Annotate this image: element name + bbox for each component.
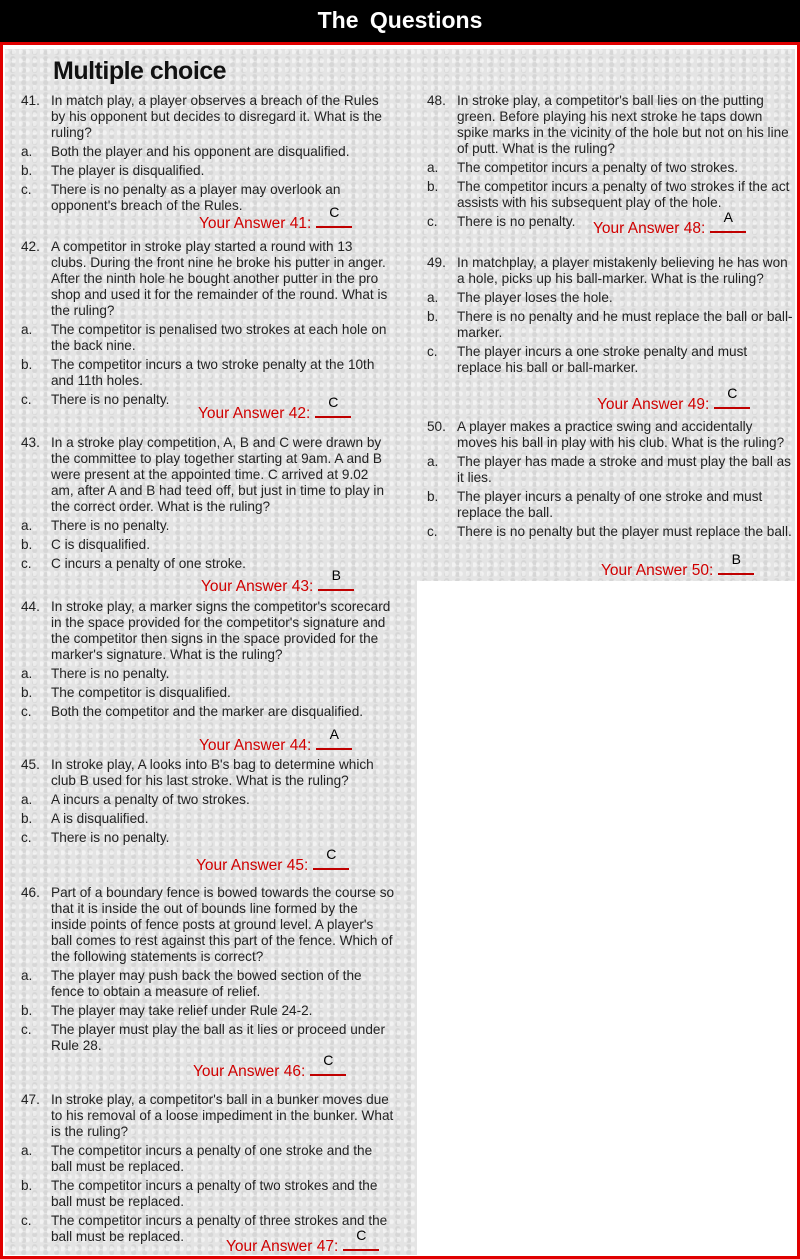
- question-text: A competitor in stroke play started a round with 13 clubs. During the front nine he broke his putter in anger. After the ninth hole he bought another putter in the pro shop and used it for the remainder of the round. What is the ruling?: [51, 239, 388, 318]
- option-letter: c.: [21, 392, 32, 407]
- question-number: 43.: [21, 435, 40, 450]
- option-text: There is no penalty.: [51, 392, 170, 407]
- answer-label: Your Answer 42:: [198, 405, 311, 422]
- option-letter: b.: [21, 537, 33, 552]
- option-letter: a.: [21, 792, 33, 807]
- answer-field[interactable]: [315, 394, 351, 418]
- answer-47: [226, 1227, 379, 1256]
- answer-value: B: [331, 567, 341, 583]
- question-50: [427, 419, 793, 540]
- option-letter: c.: [21, 182, 32, 197]
- option-text: The player loses the hole.: [457, 290, 613, 305]
- option-text: A incurs a penalty of two strokes.: [51, 792, 250, 807]
- answer-field[interactable]: [343, 1227, 379, 1251]
- question-text: In stroke play, a competitor's ball lies on the putting green. Before playing his next stroke he taps down spike marks in the vicinity of the hole but not on his line of putt. What is the ruling?: [457, 93, 789, 156]
- option-letter: c.: [427, 214, 438, 229]
- answer-value: C: [727, 385, 738, 401]
- questions-frame: [0, 42, 800, 1259]
- question-text: In stroke play, A looks into B's bag to determine which club B used for his last stroke. What is the ruling?: [51, 757, 374, 788]
- answer-field[interactable]: [714, 385, 750, 409]
- answer-46: [193, 1052, 346, 1081]
- option-text: There is no penalty and he must replace the ball or ball-marker.: [457, 309, 793, 340]
- answer-field[interactable]: [718, 551, 754, 575]
- answer-value: A: [723, 209, 733, 225]
- option-letter: a.: [427, 290, 439, 305]
- answer-field[interactable]: [316, 726, 352, 750]
- option-text: C incurs a penalty of one stroke.: [51, 556, 246, 571]
- answer-value: C: [323, 1052, 334, 1068]
- answer-field[interactable]: [313, 846, 349, 870]
- question-number: 46.: [21, 885, 40, 900]
- option-letter: b.: [21, 811, 33, 826]
- option-text: A is disqualified.: [51, 811, 149, 826]
- option-letter: c.: [21, 556, 32, 571]
- answer-43: [201, 567, 354, 596]
- option-text: There is no penalty as a player may overlook an opponent's breach of the Rules.: [51, 182, 341, 213]
- question-number: 45.: [21, 757, 40, 772]
- option-letter: c.: [427, 524, 438, 539]
- option-text: The competitor incurs a penalty of two strokes if the act assists with his subsequent play of the hole.: [457, 179, 790, 210]
- page-title: The Questions: [317, 7, 483, 33]
- option-text: The player has made a stroke and must play the ball as it lies.: [457, 454, 791, 485]
- answer-value: A: [329, 726, 339, 742]
- option-letter: c.: [21, 704, 32, 719]
- option-letter: a.: [21, 968, 33, 983]
- answer-48: [593, 209, 746, 238]
- option-letter: b.: [427, 179, 439, 194]
- question-43: [21, 435, 391, 572]
- question-number: 44.: [21, 599, 40, 614]
- option-text: The competitor incurs a two stroke penalty at the 10th and 11th holes.: [51, 357, 375, 388]
- answer-value: B: [731, 551, 741, 567]
- answer-label: Your Answer 47:: [226, 1238, 339, 1255]
- question-number: 42.: [21, 239, 40, 254]
- answer-field[interactable]: [310, 1052, 346, 1076]
- option-letter: b.: [427, 489, 439, 504]
- answer-label: Your Answer 48:: [593, 220, 706, 237]
- answer-field[interactable]: [710, 209, 746, 233]
- answer-50: [601, 551, 754, 580]
- option-text: The competitor is penalised two strokes at each hole on the back nine.: [51, 322, 387, 353]
- answer-field[interactable]: [318, 567, 354, 591]
- option-letter: a.: [21, 322, 33, 337]
- question-text: A player makes a practice swing and accidentally moves his ball in play with his club. What is the ruling?: [457, 419, 785, 450]
- option-letter: b.: [21, 1178, 33, 1193]
- question-number: 48.: [427, 93, 446, 108]
- answer-label: Your Answer 43:: [201, 578, 314, 595]
- answer-44: [199, 726, 352, 755]
- option-text: The competitor is disqualified.: [51, 685, 231, 700]
- question-text: In matchplay, a player mistakenly believing he has won a hole, picks up his ball-marker. What is the ruling?: [457, 255, 788, 286]
- option-letter: a.: [21, 666, 33, 681]
- answer-label: Your Answer 49:: [597, 396, 710, 413]
- option-text: The player is disqualified.: [51, 163, 205, 178]
- option-text: The player may take relief under Rule 24-2.: [51, 1003, 313, 1018]
- answer-label: Your Answer 41:: [199, 215, 312, 232]
- section-title: Multiple choice: [53, 57, 227, 85]
- question-text: Part of a boundary fence is bowed towards the course so that it is inside the out of bounds line formed by the inside points of fence posts at ground level. A player's ball comes to rest against this part of the fence. Which of the following statements is correct?: [51, 885, 395, 964]
- question-text: In match play, a player observes a breach of the Rules by his opponent but decides to disregard it. What is the ruling?: [51, 93, 382, 140]
- question-47: [21, 1092, 396, 1245]
- question-number: 47.: [21, 1092, 40, 1107]
- option-letter: a.: [21, 144, 33, 159]
- option-letter: c.: [21, 1022, 32, 1037]
- answer-value: C: [328, 394, 339, 410]
- answer-label: Your Answer 44:: [199, 737, 312, 754]
- option-letter: c.: [21, 830, 32, 845]
- option-text: The player incurs a penalty of one stroke and must replace the ball.: [457, 489, 763, 520]
- answer-41: [199, 204, 352, 233]
- question-46: [21, 885, 396, 1054]
- option-text: There is no penalty.: [51, 830, 170, 845]
- answer-label: Your Answer 50:: [601, 562, 714, 579]
- option-text: The player must play the ball as it lies or proceed under Rule 28.: [51, 1022, 385, 1053]
- option-text: The player may push back the bowed section of the fence to obtain a measure of relief.: [51, 968, 362, 999]
- option-letter: b.: [427, 309, 439, 324]
- option-letter: a.: [21, 518, 33, 533]
- option-text: The competitor incurs a penalty of one stroke and the ball must be replaced.: [51, 1143, 373, 1174]
- option-text: There is no penalty.: [51, 666, 170, 681]
- question-number: 50.: [427, 419, 446, 434]
- answer-label: Your Answer 46:: [193, 1063, 306, 1080]
- question-text: In stroke play, a marker signs the competitor's scorecard in the space provided for the competitor's signature and the competitor then signs in the space provided for the marker's signature. What is the ruling?: [51, 599, 391, 662]
- question-44: [21, 599, 391, 720]
- option-text: The player incurs a one stroke penalty and must replace his ball or ball-marker.: [457, 344, 748, 375]
- page-header: [0, 0, 800, 42]
- option-text: There is no penalty.: [51, 518, 170, 533]
- option-letter: b.: [21, 685, 33, 700]
- question-45: [21, 757, 391, 846]
- answer-value: C: [326, 846, 337, 862]
- answer-value: C: [329, 204, 340, 220]
- option-letter: c.: [21, 1213, 32, 1228]
- question-49: [427, 255, 793, 376]
- question-42: [21, 239, 391, 408]
- option-letter: b.: [21, 1003, 33, 1018]
- option-letter: c.: [427, 344, 438, 359]
- option-text: The competitor incurs a penalty of three strokes and the ball must be replaced.: [51, 1213, 388, 1244]
- option-letter: b.: [21, 163, 33, 178]
- question-number: 49.: [427, 255, 446, 270]
- answer-value: C: [356, 1227, 367, 1243]
- option-letter: a.: [21, 1143, 33, 1158]
- option-text: The competitor incurs a penalty of two strokes and the ball must be replaced.: [51, 1178, 378, 1209]
- answer-42: [198, 394, 351, 423]
- option-text: The competitor incurs a penalty of two strokes.: [457, 160, 739, 175]
- option-text: C is disqualified.: [51, 537, 150, 552]
- option-text: There is no penalty.: [457, 214, 576, 229]
- question-41: [21, 93, 391, 214]
- question-number: 41.: [21, 93, 40, 108]
- answer-45: [196, 846, 349, 875]
- option-letter: a.: [427, 160, 439, 175]
- option-letter: a.: [427, 454, 439, 469]
- question-text: In a stroke play competition, A, B and C were drawn by the committee to play together starting at 9am. A and B were present at the appointed time. C arrived at 9.02 am, after A and B had teed off, but just in time to play in the correct order. What is the ruling?: [51, 435, 384, 514]
- answer-49: [597, 385, 750, 414]
- answer-field[interactable]: [316, 204, 352, 228]
- answer-label: Your Answer 45:: [196, 857, 309, 874]
- question-text: In stroke play, a competitor's ball in a bunker moves due to his removal of a loose impediment in the bunker. What is the ruling?: [51, 1092, 394, 1139]
- option-letter: b.: [21, 357, 33, 372]
- option-text: Both the player and his opponent are disqualified.: [51, 144, 350, 159]
- option-text: Both the competitor and the marker are disqualified.: [51, 704, 364, 719]
- option-text: There is no penalty but the player must replace the ball.: [457, 524, 792, 539]
